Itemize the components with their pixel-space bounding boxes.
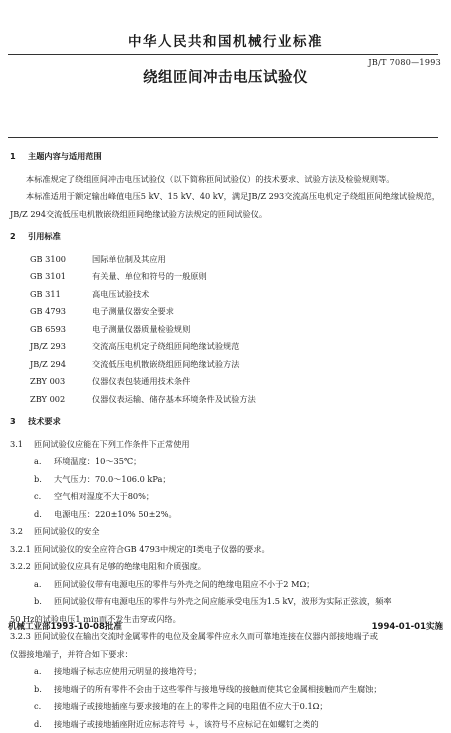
clause-number: 3.2.2	[10, 558, 34, 576]
reference-code: GB 6593	[10, 321, 72, 339]
section-heading-1	[10, 148, 440, 166]
reference-item	[10, 268, 440, 286]
list-item	[10, 453, 440, 471]
clause-number: 3.1	[10, 436, 34, 454]
reference-name: 仪器仪表包装通用技术条件	[72, 373, 190, 391]
reference-code: GB 311	[10, 286, 72, 304]
page-footer	[8, 620, 443, 632]
list-text: 接地端子或接地插座附近应标志符号 ⏚，该符号不应标记在如螺钉之类的	[54, 716, 440, 733]
list-item	[10, 488, 440, 506]
section-number: 1	[10, 148, 28, 166]
clause-number: 3.2.3	[10, 628, 34, 646]
clause-3-2	[10, 523, 440, 541]
section-heading-2	[10, 228, 440, 246]
section-title: 技术要求	[28, 416, 61, 426]
approval-date: 机械工业部1993-10-08批准	[8, 620, 122, 632]
reference-name: 交流高压电机定子绕组匝间绝缘试验规范	[72, 338, 239, 356]
reference-item	[10, 286, 440, 304]
reference-code: GB 3101	[10, 268, 72, 286]
section-number: 3	[10, 413, 28, 431]
reference-item	[10, 373, 440, 391]
paragraph: 本标准适用于额定输出峰值电压5 kV、15 kV、40 kV，满足JB/Z 293交流高压电机定子绕组匝间绝缘试验规范，JB/Z 294交流低压电机散嵌绕组匝间绝缘试验方法规定的匝间试验仪。	[10, 188, 440, 223]
clause-text: 匝间试验仪应具有足够的绝缘电阻和介质强度。	[34, 558, 440, 576]
section-title: 主题内容与适用范围	[28, 151, 102, 161]
reference-item	[10, 391, 440, 409]
reference-name: 电子测量仪器质量检验规则	[72, 321, 190, 339]
reference-item	[10, 356, 440, 374]
continuation-line: 50 Hz的试验电压1 min而不发生击穿或闪络。	[10, 611, 440, 629]
clause-text: 匝间试验仪在输出交流时金属零件的电位及金属零件应永久而可靠地连接在仪器内部接地端子或	[34, 628, 440, 646]
section-title: 引用标准	[28, 231, 61, 241]
clause-3-1	[10, 436, 440, 454]
list-item	[10, 471, 440, 489]
reference-name: 高电压试验技术	[72, 286, 149, 304]
clause-text: 匝间试验仪的安全应符合GB 4793中规定的Ⅰ类电子仪器的要求。	[34, 541, 440, 559]
header-rule-top	[8, 54, 438, 55]
reference-name: 电子测量仪器安全要求	[72, 303, 174, 321]
clause-number: 3.2.1	[10, 541, 34, 559]
clause-3-2-2	[10, 558, 440, 576]
reference-code: JB/Z 293	[10, 338, 72, 356]
header-rule-bottom	[8, 137, 438, 138]
list-mark: b.	[34, 681, 54, 699]
list-text: 空气相对湿度不大于80%；	[54, 488, 440, 506]
document-title: 绕组匝间冲击电压试验仪	[0, 66, 451, 87]
clause-3-2-1	[10, 541, 440, 559]
clause-text: 匝间试验仪应能在下列工作条件下正常使用	[34, 436, 440, 454]
list-text: 匝间试验仪带有电源电压的零件与外壳之间应能承受电压为1.5 kV，波形为实际正弦波，频率	[54, 593, 440, 611]
list-item	[10, 663, 440, 681]
list-text: 接地端子标志应使用元明显的接地符号；	[54, 663, 440, 681]
list-item	[10, 506, 440, 524]
list-item	[10, 576, 440, 594]
list-text: 匝间试验仪带有电源电压的零件与外壳之间的绝缘电阻应不小于2 MΩ；	[54, 576, 440, 594]
reference-code: ZBY 002	[10, 391, 72, 409]
list-mark: a.	[34, 576, 54, 594]
reference-name: 交流低压电机散嵌绕组匝间绝缘试验方法	[72, 356, 239, 374]
clause-text: 匝间试验仪的安全	[34, 523, 440, 541]
reference-name: 国际单位制及其应用	[72, 251, 166, 269]
list-item	[10, 716, 440, 733]
list-item	[10, 698, 440, 716]
list-mark: a.	[34, 663, 54, 681]
paragraph: 本标准规定了绕组匝间冲击电压试验仪（以下简称匝间试验仪）的技术要求、试验方法及检验规则等。	[10, 171, 440, 189]
section-number: 2	[10, 228, 28, 246]
list-text: 电源电压：220±10% 50±2%。	[54, 506, 440, 524]
list-mark: c.	[34, 488, 54, 506]
implementation-date: 1994-01-01实施	[372, 620, 443, 632]
reference-name: 仪器仪表运输、储存基本环境条件及试验方法	[72, 391, 256, 409]
reference-item	[10, 303, 440, 321]
list-text: 接地端子的所有零件不会由于这些零件与接地导线的接触而使其它金属相接触而产生腐蚀；	[54, 681, 440, 699]
reference-item	[10, 338, 440, 356]
reference-item	[10, 251, 440, 269]
reference-code: GB 3100	[10, 251, 72, 269]
list-item	[10, 593, 440, 611]
standard-code: JB/T 7080—1993	[368, 58, 441, 67]
reference-code: ZBY 003	[10, 373, 72, 391]
reference-name: 有关量、单位和符号的一般原则	[72, 268, 207, 286]
list-mark: b.	[34, 471, 54, 489]
list-item	[10, 681, 440, 699]
list-mark: b.	[34, 593, 54, 611]
list-text: 大气压力：70.0～106.0 kPa；	[54, 471, 440, 489]
list-text: 接地端子或接地插座与要求接地的在上的零件之间的电阻值不应大于0.1Ω；	[54, 698, 440, 716]
reference-item	[10, 321, 440, 339]
list-mark: d.	[34, 716, 54, 733]
standard-title: 中华人民共和国机械行业标准	[0, 30, 451, 50]
list-mark: a.	[34, 453, 54, 471]
list-mark: d.	[34, 506, 54, 524]
reference-code: GB 4793	[10, 303, 72, 321]
reference-code: JB/Z 294	[10, 356, 72, 374]
continuation-line: 仪器接地端子，并符合如下要求：	[10, 646, 440, 664]
document-body	[10, 148, 440, 733]
list-mark: c.	[34, 698, 54, 716]
section-heading-3	[10, 413, 440, 431]
list-text: 环境温度：10～35℃；	[54, 453, 440, 471]
clause-number: 3.2	[10, 523, 34, 541]
